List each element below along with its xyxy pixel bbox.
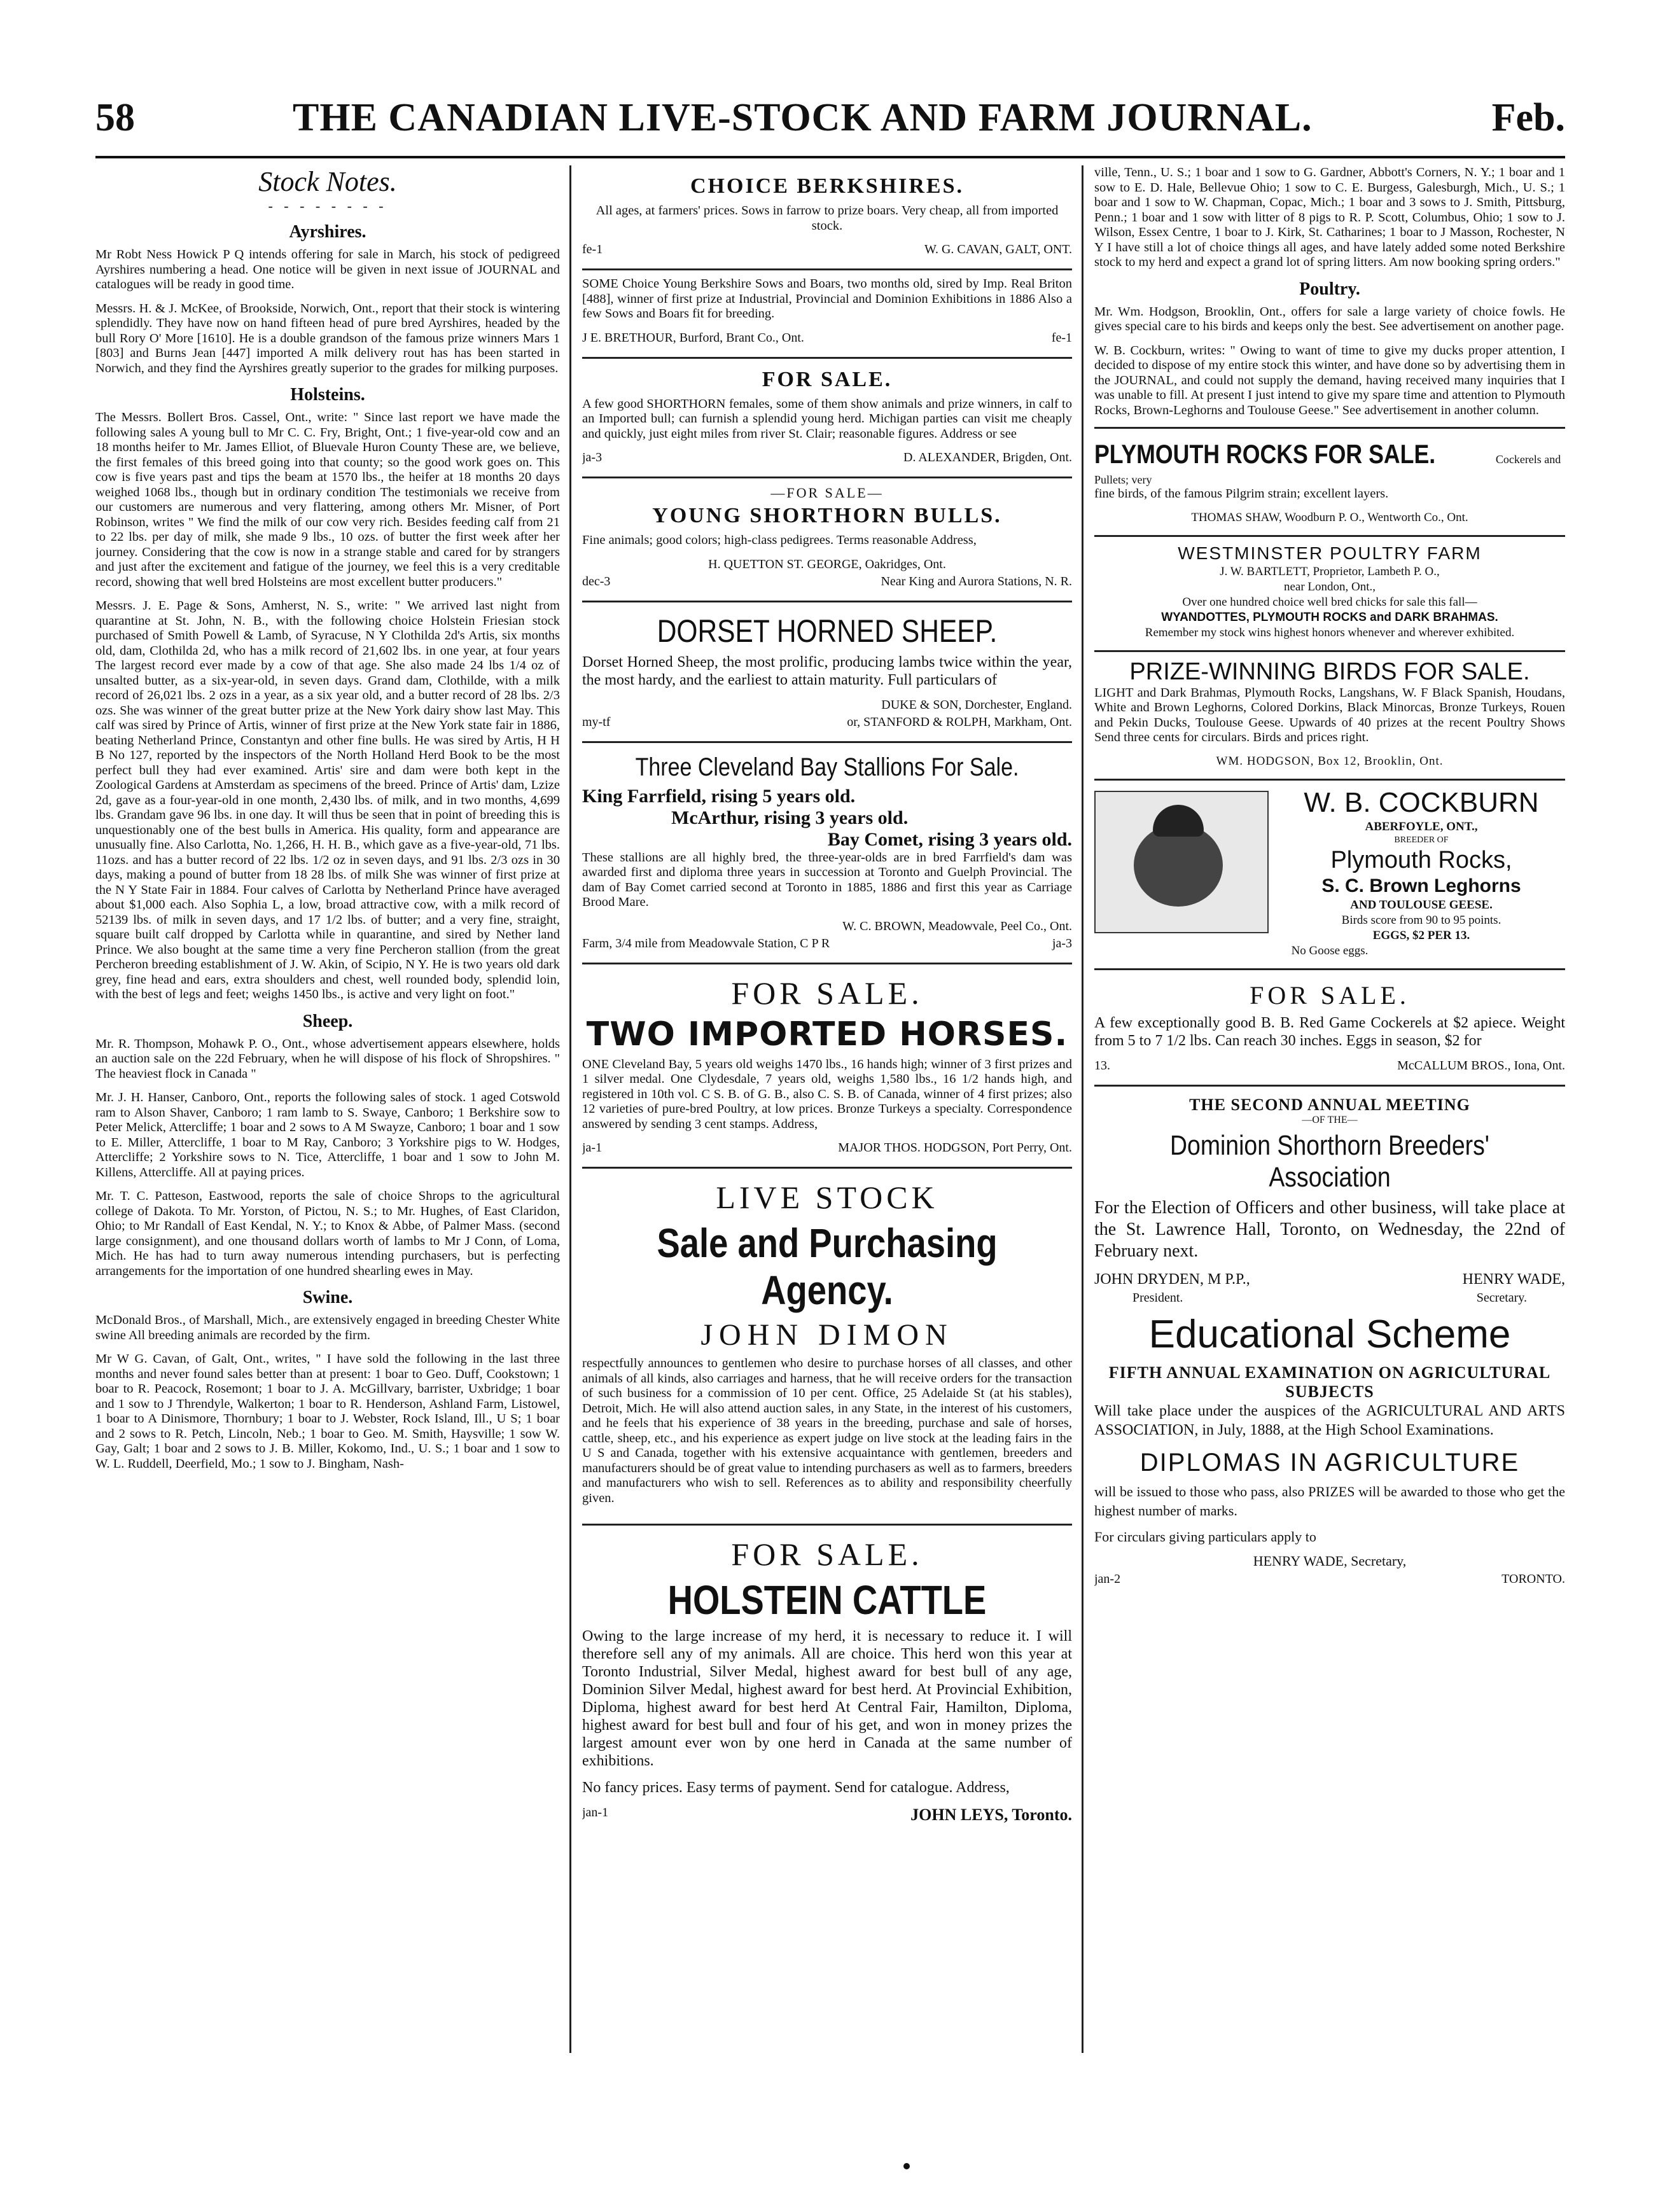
ad-text: These stallions are all highly bred, the three-year-olds are in bred Farrfield's dam was awarded first and diploma three years in succession at Toronto and Guelph Provincial. The dam of Bay Comet carried second at Toronto in 1885, 1886 and first this year as Carriage Brood Mare.: [582, 850, 1072, 909]
edu-signature: HENRY WADE, Secretary,: [1253, 1553, 1407, 1569]
title-ornament: - - - - - - - -: [268, 198, 387, 214]
paragraph: W. B. Cockburn, writes: " Owing to want of time to give my ducks proper attention, I decided to dispose of my entire stock this winter, and have done so by advertising them in the JOURNAL, and could not supply the demand, having received many inquiries that I was unable to fill. At present I just intend to give my spare time and attention to Plymouth Rocks, Brown-Leghorns and Toulouse Geese." See advertisement in another column.: [1094, 343, 1565, 417]
ad-signature: JOHN LEYS, Toronto.: [910, 1805, 1072, 1824]
section-title: Stock Notes.: [258, 166, 397, 197]
edu-city: TORONTO.: [1501, 1572, 1565, 1586]
ad-plymouth: [1094, 427, 1565, 537]
ad-dorset: [582, 602, 1072, 743]
edu-sub: FIFTH ANNUAL EXAMINATION ON AGRICULTURAL SUBJECTS: [1108, 1363, 1551, 1401]
heading-swine: Swine.: [302, 1288, 353, 1307]
ad-text: Fine animals; good colors; high-class pedigrees. Terms reasonable Address,: [582, 533, 977, 547]
column-advertisements: [582, 165, 1072, 2053]
journal-title: THE CANADIAN LIVE-STOCK AND FARM JOURNAL.: [293, 96, 1313, 139]
ad-prize-birds: [1094, 652, 1565, 781]
ad-text: ONE Cleveland Bay, 5 years old weighs 1470 lbs., 16 hands high; winner of 3 first prizes and 1 silver medal. One Clydesdale, 7 years old, weighs 1,580 lbs., 16 1/2 hands high, and registered in 10th vol. C S. B. of G. B., also C. S. B. of Canada, winner of 4 first prizes; also 12 varieties of pure-bred Poultry, at low prices. Bronze Turkeys a specialty. Correspondence answered by sending 3 cent stamps. Address,: [582, 1057, 1072, 1131]
ad-text: All ages, at farmers' prices. Sows in farrow to prize boars. Very cheap, all from imported stock.: [596, 204, 1059, 233]
ad-signature: or, STANFORD & ROLPH, Markham, Ont.: [847, 714, 1072, 729]
ad-line: S. C. Brown Leghorns: [1321, 875, 1521, 896]
paragraph: The Messrs. Bollert Bros. Cassel, Ont., write: " Since last report we have made the following sales A young bull to Mr C. C. Fry, Bright, Ont.; 1 five-year-old cow and an 18 months heifer to Mr. James Elliot, of Bluevale Huron County These are, we believe, the first females of this breed going into that county; so the good work goes on. This cow is five years past and tips the beam at 1570 lbs., the heifer at 18 months 20 days weighed 1068 lbs., though but in ordinary condition The testimonials we receive from our customers are numerous and very flattering, among others Mr. Misner, of Port Robinson, writes " We find the milk of our cow very rich. Besides feeding calf from 21 to 22 lbs. per day of milk, she made 9 lbs., 10 ozs. of butter the first week after her journey. Considering that the cow is now in a strange stable and cared for by strangers and just after the excitement and fatigue of the journey, we feel this is a very creditable record, showing that well bred Holsteins are most excellent butter producers.": [95, 410, 560, 589]
ad-signature: W. C. BROWN, Meadowvale, Peel Co., Ont.: [842, 919, 1072, 933]
ad-heading: DORSET HORNED SHEEP.: [657, 613, 998, 649]
ad-line: Remember my stock wins highest honors whenever and wherever exhibited.: [1145, 625, 1515, 639]
header-rule: [95, 156, 1565, 158]
edu-diplomas: DIPLOMAS IN AGRICULTURE: [1139, 1448, 1520, 1477]
notice-text: For the Election of Officers and other business, will take place at the St. Lawrence Hall, Toronto, on Wednesday, the 22nd of February next.: [1094, 1197, 1565, 1261]
signatory-role: Secretary.: [1476, 1290, 1527, 1305]
notice-annual-meeting: [1094, 1087, 1565, 1305]
edu-heading: Educational Scheme: [1148, 1312, 1511, 1356]
paragraph: Mr W G. Cavan, of Galt, Ont., writes, " I have sold the following in the last three months and never found sales better than at present: 1 boar to Geo. Duff, Cookstown; 1 boar to R. Peacock, Rosemont; 1 boar to J. A. McGillvary, barrister, Uxbridge; 1 boar and 1 sow to J Threndyle, Walkerton; 1 boar to R. Henderson, Ashland Farm, Listowel, 1 boar to A Dinismore, Thornbury; 1 boar to J. Webster, Rock Island, Ill., U S; 1 boar and 2 sows to R. Petch, Lincoln, Neb.; 1 boar to Geo. M. Smith, Haysville; 1 sow W. Gay, Galt; 1 boar and 2 sows to J. B. Miller, Kokomo, Ind., U. S.; 1 boar and 1 sow to W. L. Ruddell, Deerfield, Mo.; 1 sow to J. Bingham, Nash-: [95, 1352, 560, 1471]
ad-code: ja-1: [582, 1141, 603, 1155]
column-divider: [569, 165, 571, 2053]
signatory-name: HENRY WADE,: [1462, 1270, 1565, 1288]
ad-signature: DUKE & SON, Dorchester, England.: [881, 697, 1072, 712]
edu-text: For circulars giving particulars apply to: [1094, 1528, 1316, 1545]
paragraph: Messrs. H. & J. McKee, of Brookside, Norwich, Ont., report that their stock is wintering splendidly. They have now on hand fifteen head of pure bred Ayrshires, headed by the bull Rory O' More [1610]. He is a double grandson of the famous prize winners Mars 1 [803] and Burns Jean [447] imported A milk delivery rout has has been started in Norwich, and they find the Ayrshires greatly superior to the grades for milking purposes.: [95, 301, 560, 375]
paragraph: Mr. R. Thompson, Mohawk P. O., Ont., whose advertisement appears elsewhere, holds an auction sale on the 22d February, when he will dispose of his flock of Shropshires. " The heaviest flock in Canada ": [95, 1036, 560, 1081]
edu-code: jan-2: [1094, 1572, 1121, 1586]
page-mark: [903, 2163, 910, 2169]
paragraph: ville, Tenn., U. S.; 1 boar and 1 sow to G. Gardner, Abbott's Corners, N. Y.; 1 boar and 1 sow to E. D. Hale, Bellevue Ohio; 1 sow to C. E. Burgess, Galesburgh, Mich., U. S.; 1 boar and 1 sow to W. Chapman, Copac, Mich.; 1 boar and 3 sows to J. Smith, Pittsburg, Penn.; 1 boar and 1 sow with litter of 8 pigs to R. P. Scott, Columbus, Ohio; 1 sow to J. Wilson, Essex Centre, 1 boar to J. Kirk, St. Catharines; 1 boar to J Masson, Rochester, N Y I have still a lot of choice things all ages, and have lately added some noted Berkshire stock to my herd and expect a grand lot of spring litters. Am now booking spring orders.": [1094, 165, 1565, 269]
ad-code: fe-1: [582, 242, 603, 256]
column-poultry-notices: [1094, 165, 1565, 2053]
ad-line: AND TOULOUSE GEESE.: [1350, 898, 1493, 912]
notice-of: —OF THE—: [1302, 1114, 1358, 1125]
column-divider: [1082, 165, 1083, 2053]
notice-educational-scheme: [1094, 1312, 1565, 1587]
ad-code: ja-3: [582, 450, 603, 464]
ad-line: McArthur, rising 3 years old.: [671, 807, 909, 828]
ad-signature: Near King and Aurora Stations, N. R.: [881, 574, 1072, 588]
ad-line: near London, Ont.,: [1283, 580, 1376, 594]
ad-westminster: [1094, 537, 1565, 652]
ad-text: Dorset Horned Sheep, the most prolific, producing lambs twice within the year, the most hardy, and the earliest to attain maturity. Full particulars of: [582, 653, 1072, 688]
ad-text: fine birds, of the famous Pilgrim strain; excellent layers.: [1094, 487, 1389, 501]
ad-game-cockerels: [1094, 970, 1565, 1087]
ad-line: J. W. BARTLETT, Proprietor, Lambeth P. O.,: [1220, 564, 1440, 578]
ad-signature: McCALLUM BROS., Iona, Ont.: [1397, 1058, 1565, 1073]
page-number: 58: [95, 96, 135, 139]
ad-signature: D. ALEXANDER, Brigden, Ont.: [903, 450, 1072, 464]
ad-heading: CHOICE BERKSHIRES.: [690, 174, 964, 198]
edu-text: Will take place under the auspices of the AGRICULTURAL AND ARTS ASSOCIATION, in July, 1888, at the High School Examinations.: [1094, 1402, 1565, 1438]
ad-heading: TWO IMPORTED HORSES.: [586, 1015, 1068, 1054]
ad-pre: FOR SALE.: [731, 975, 923, 1011]
ad-heading: HOLSTEIN CATTLE: [667, 1577, 987, 1623]
issue-month: Feb.: [1491, 96, 1565, 139]
ad-line: Over one hundred choice well bred chicks for sale this fall—: [1182, 595, 1477, 609]
ad-pre: —FOR SALE—: [770, 485, 884, 501]
paragraph: Mr. J. H. Hanser, Canboro, Ont., reports the following sales of stock. 1 aged Cotswold ram to Alson Shaver, Canboro; 1 ram lamb to S. Swaye, Canboro; 1 Berkshire sow to Peter Melick, Attercliffe; 1 boar and 2 sows to A M Swayze, Canboro; 1 boar and 1 sow to E. Miller, Attercliffe, 1 boar to M Ray, Canboro; 3 Yorkshire pigs to W. Hodges, Attercliffe; 2 Yorkshire sows to N. Tice, Attercliffe, 1 boar and 1 sow to John M. Killens, Attercliffe. All at paying prices.: [95, 1090, 560, 1179]
ad-pre: FOR SALE.: [731, 1536, 923, 1572]
ad-heading: YOUNG SHORTHORN BULLS.: [652, 504, 1002, 527]
paragraph: Mr. T. C. Patteson, Eastwood, reports the sale of choice Shrops to the agricultural college of Dakota. To Mr. Yorston, of Pictou, N. S.; to Mr. Hughes, of East Claridon, Ohio; to Mr Randall of East Kendal, N. Y.; to Knox & Abbe, of Palmer Mass. (second large consignment), and one thousand dollars worth of lambs to Mr J Conn, of Loma, Mich. He has had to turn away numerous intending purchasers, but is perfecting arrangements for the importation of one hundred shearling ewes in May.: [95, 1189, 560, 1278]
ad-line: Bay Comet, rising 3 years old.: [827, 828, 1072, 850]
ad-text: A few good SHORTHORN females, some of them show animals and prize winners, in calf to an Imported bull; can furnish a splendid young herd. Michigan parties can visit me cheaply and quickly, just eight miles from river St. Clair; reasonable figures. Address or see: [582, 396, 1072, 441]
signatory-role: President.: [1132, 1290, 1183, 1305]
ad-signature: MAJOR THOS. HODGSON, Port Perry, Ont.: [838, 1141, 1072, 1155]
ad-code: dec-3: [582, 574, 611, 588]
ad-two-horses: [582, 964, 1072, 1169]
heading-holsteins: Holsteins.: [290, 385, 365, 405]
ad-code: 13.: [1094, 1058, 1110, 1073]
heading-poultry: Poultry.: [1299, 279, 1360, 299]
paragraph: Messrs. J. E. Page & Sons, Amherst, N. S., write: " We arrived last night from quarantine at St. John, N. B., with the following choice Holstein Friesian stock purchased of Smith Powell & Lamb, of Syracuse, N Y Clothilda 2d's Artis, six months old, dam, Clothilda 2d, who has a milk record of 21,602 lbs. in one year, at four years The largest record ever made by a cow of that age. She also made 24 lbs 1/4 oz of unsalted butter, as a six-year-old, in seven days. Grand dam, Clothilde, with a milk record of 26,021 lbs. 2 ozs in a year, as a six year old, and a butter record of 28 lbs. 2/3 ozs. She was winner of the great butter prize at the New York dairy show last May. This calf was sired by Prince of Artis, winner of first prize at the New York state fair in 1886, beating Netherland Prince, Constantyn and other fine bulls. He was sired by Artis, H H B No 127, reported by the inspectors of the North Holland Herd Book to be the most perfect bull they had ever examined. Artis' sire and dam were both kept in the Zoological Gardens at Amsterdam as specimens of the breed. Prince of Artis' dam, Lzize 2d, gave as a four-year-old in one month, 2,430 lbs. of milk, and in two months, 4,699 lbs. Grandam gave 96 lbs. in one day. It will thus be seen that in point of breeding this is unquestionably one of the best bulls in America. His quality, form and appearance are unusually fine. Also Carlotta, No. 1,266, H. H. B., which gave as a five-year-old, 71 lbs. 11ozs. and has a butter record of 22 lbs. 1/2 oz in seven days, and 91 lbs. 2/3 ozs in 30 days, making a pound of butter from 18 28 lbs. of milk She was winner of first prize at the N Y State Fair in 1884. Four calves of Carlotta by Netherland Prince have averaged about $1,000 each. Also Sophia L, a low, broad attractive cow, with a milk record of 52139 lbs. of milk in seven days, and 17 1/2 lbs. of butter; and a very fine, straight, square built calf dropped by Carlotta while in quarantine, and sired by Nether land Prince. We also bought at the same time a very fine Percheron stallion (from the great Percheron breeding establishment of J. W. Akin, of Scipio, N Y. He is two years old dark grey, fine head and ears, extra shoulders and chest, well rounded body, splendid loin, with the best of legs and feet; weighs 1450 lbs., is active and very light on foot.": [95, 599, 560, 1001]
ad-line: EGGS, $2 PER 13.: [1372, 928, 1470, 942]
paragraph: Mr Robt Ness Howick P Q intends offering for sale in March, his stock of pedigreed Ayrshires numbering a head. One notice will be given in next issue of JOURNAL and catalogues will be ready in good time.: [95, 247, 560, 291]
ad-text: Owing to the large increase of my herd, it is necessary to reduce it. I will therefore sell any of my animals. All are choice. This herd won this year at Toronto Industrial, Silver Medal, highest award for best bull of any age, Dominion Silver Medal, highest award for best herd. At Provincial Exhibition, Diploma, highest award for best herd At Central Fair, Hamilton, Diploma, highest award for best bull and four of his get, and won in money prizes the largest amount ever won by one herd in Canada at the same number of exhibitions.: [582, 1628, 1072, 1769]
ad-signature: WM. HODGSON, Box 12, Brooklin, Ont.: [1216, 754, 1444, 768]
ad-young-shorthorn: [582, 478, 1072, 602]
ad-holstein-cattle: [582, 1526, 1072, 1825]
ad-line: BREEDER OF: [1394, 835, 1449, 845]
notice-heading: THE SECOND ANNUAL MEETING: [1189, 1095, 1470, 1114]
ad-text: SOME Choice Young Berkshire Sows and Boars, two months old, sired by Imp. Real Briton [488], winner of first prize at Industrial, Provincial and Dominion Exhibitions in 1886 Also a few Sows and Boars fit for breeding.: [582, 277, 1072, 321]
page-header: [95, 95, 1565, 153]
ad-name: JOHN DIMON: [700, 1318, 954, 1352]
ad-code: fe-1: [1051, 330, 1072, 345]
ad-agency: [582, 1169, 1072, 1526]
ad-heading: FOR SALE.: [762, 367, 893, 391]
ad-side: Cockerels and Pullets; very: [1094, 453, 1561, 486]
ad-line: WYANDOTTES, PLYMOUTH ROCKS and DARK BRAHMAS.: [1161, 610, 1498, 624]
ad-heading: FOR SALE.: [1250, 980, 1410, 1010]
ad-code: ja-3: [1052, 936, 1072, 950]
ad-text: respectfully announces to gentlemen who desire to purchase horses of all classes, and other animals of all kinds, also carriages and harness, that he will receive orders for the transaction of such business for a commission of 10 per cent. Office, 25 Adelaide St (at his stables), Detroit, Mich. He will also attend auction sales, in any State, in the interest of his customers, and he feels that his experience of 38 years in the breeding, purchase and sale of horses, cattle, sheep, etc., and his experience as expert judge on live stock at the leading fairs in the U S and Canada, together with his extensive acquaintance with gentlemen, breeders and manufacturers should be of great value to intending purchasers as well as to farmers, breeders and manufacturers who wish to sell. References as to ability and responsibility cheerfully given.: [582, 1356, 1072, 1505]
paragraph: Mr. Wm. Hodgson, Brooklin, Ont., offers for sale a large variety of choice fowls. He gives special care to his birds and keeps only the best. See advertisement on another page.: [1094, 304, 1565, 333]
ad-heading: PLYMOUTH ROCKS FOR SALE.: [1094, 439, 1436, 469]
ad-text: A few exceptionally good B. B. Red Game Cockerels at $2 apiece. Weight from 5 to 7 1/2 lbs. Can reach 30 inches. Eggs in season, $2 for: [1094, 1014, 1565, 1049]
ad-signature: J E. BRETHOUR, Burford, Brant Co., Ont.: [582, 330, 804, 345]
ad-heading: Sale and Purchasing Agency.: [657, 1220, 998, 1313]
ad-line: No Goose eggs.: [1291, 943, 1369, 957]
signatory-name: JOHN DRYDEN, M P.P.,: [1094, 1270, 1250, 1288]
heading-sheep: Sheep.: [302, 1011, 353, 1031]
ad-heading: W. B. COCKBURN: [1304, 786, 1539, 818]
notice-association: Dominion Shorthorn Breeders' Association: [1170, 1129, 1489, 1193]
ad-line: King Farrfield, rising 5 years old.: [582, 785, 856, 807]
ad-text: LIGHT and Dark Brahmas, Plymouth Rocks, Langshans, W. F Black Spanish, Houdans, White and Brown Leghorns, Colored Dorkins, Black Minorcas, Bronze Turkeys, Rouen and Pekin Ducks, Toulouse Geese. Upwards of 40 prizes at the recent Poultry Shows Send three cents for circulars. Birds and prices right.: [1094, 685, 1565, 744]
ad-heading: PRIZE-WINNING BIRDS FOR SALE.: [1129, 658, 1530, 685]
ad-some-choice: [582, 270, 1072, 359]
paragraph: McDonald Bros., of Marshall, Mich., are extensively engaged in breeding Chester White swine All breeding animals are recorded by the firm.: [95, 1313, 560, 1342]
ad-line: Birds score from 90 to 95 points.: [1341, 913, 1501, 927]
ad-line: Plymouth Rocks,: [1330, 846, 1512, 873]
ad-heading: WESTMINSTER POULTRY FARM: [1178, 543, 1482, 563]
ad-shorthorn-females: [582, 359, 1072, 479]
ad-line: ABERFOYLE, ONT.,: [1365, 819, 1478, 833]
ad-code: jan-1: [582, 1805, 609, 1819]
ad-signature: THOMAS SHAW, Woodburn P. O., Wentworth Co., Ont.: [1191, 510, 1468, 524]
ad-heading: Three Cleveland Bay Stallions For Sale.: [635, 753, 1019, 781]
ad-cleveland: [582, 743, 1072, 964]
ad-signature: H. QUETTON ST. GEORGE, Oakridges, Ont.: [708, 557, 946, 571]
ad-cockburn: [1094, 781, 1565, 970]
ad-text: No fancy prices. Easy terms of payment. Send for catalogue. Address,: [582, 1779, 1010, 1796]
ad-signature: Farm, 3/4 mile from Meadowvale Station, C P R: [582, 936, 830, 950]
rooster-illustration: [1094, 791, 1269, 933]
ad-signature: W. G. CAVAN, GALT, ONT.: [924, 242, 1072, 256]
column-stock-notes: [95, 165, 560, 2053]
edu-text: will be issued to those who pass, also PRIZES will be awarded to those who get the highest number of marks.: [1094, 1483, 1565, 1519]
ad-berkshires: [582, 165, 1072, 270]
ad-pre: LIVE STOCK: [716, 1179, 938, 1215]
heading-ayrshires: Ayrshires.: [289, 222, 366, 242]
ad-code: my-tf: [582, 714, 611, 729]
